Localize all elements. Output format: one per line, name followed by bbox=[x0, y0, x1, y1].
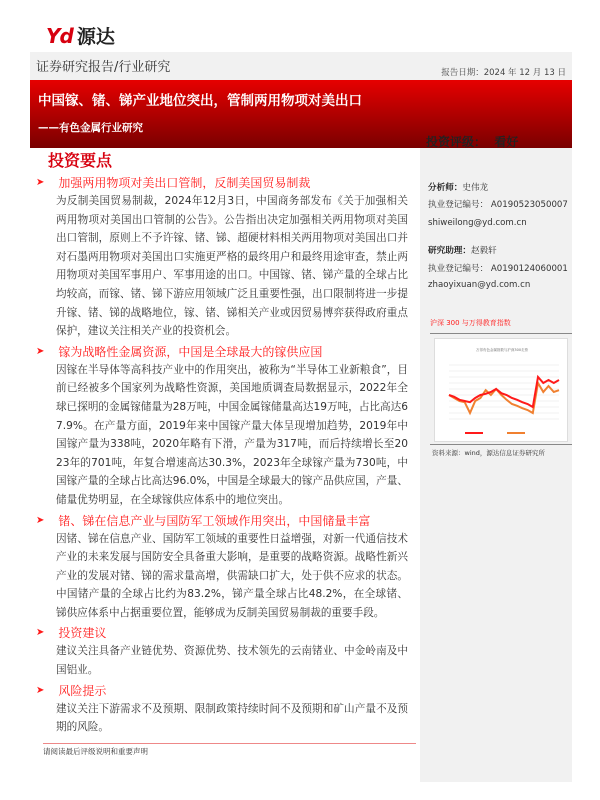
section-body: 建议关注下游需求不及预期、限制政策持续时间不及预期和矿山产量不及预期的风险。 bbox=[56, 702, 408, 734]
series-line-series-2 bbox=[449, 383, 559, 413]
chart-title: 万得有色金属指数与沪深300走势 bbox=[475, 348, 529, 352]
assistant-label: 研究助理： bbox=[428, 246, 471, 256]
report-title: 中国镓、锗、锑产业地位突出，管制两用物项对美出口 bbox=[38, 93, 362, 109]
section-heading-risk bbox=[36, 682, 410, 700]
analyst bbox=[428, 181, 488, 193]
analyst-email[interactable]: shiweilong@yd.com.cn bbox=[428, 218, 527, 228]
arrow-bullet-icon: ➤ bbox=[36, 514, 45, 526]
registration-label: 执业登记编号： bbox=[428, 200, 489, 210]
registration-number: A0190523050007 bbox=[490, 200, 568, 210]
company-logo bbox=[46, 22, 115, 49]
section-heading-germanium-antimony bbox=[36, 512, 410, 530]
chart-source: 资料来源：wind，源达信息证券研究所 bbox=[432, 449, 545, 457]
arrow-bullet-icon: ➤ bbox=[36, 345, 45, 357]
assistant-name: 赵毅轩 bbox=[470, 246, 497, 256]
section-heading-investment-advice bbox=[36, 624, 410, 642]
report-category-band bbox=[30, 52, 572, 80]
report-subtitle: ——有色金属行业研究 bbox=[38, 122, 143, 134]
assistant-email[interactable]: zhaoyixuan@yd.com.cn bbox=[428, 280, 531, 290]
arrow-bullet-icon: ➤ bbox=[36, 177, 45, 188]
section-body: 建议关注具备产业链优势、资源优势、技术领先的云南锗业、中金岭南及中国铝业。 bbox=[56, 645, 408, 677]
rating-value: 看好 bbox=[494, 135, 519, 149]
report-date: 报告日期：2024 年 12 月 13 日 bbox=[441, 68, 566, 78]
investment-rating bbox=[426, 133, 518, 150]
section-body: 因锗、锑在信息产业、国防军工领域的重要性日益增强，对新一代通信技术产业的未来发展与国防安全具备重大影响，是重要的战略资源。战略性新兴产业的发展对锗、锑的需求量高增，供需缺口扩大，处于供不应求的状态。中国锗产量的全球占比约为83.2%，锑产量全球占比48.2%，在全球锗、锑供应体系中占据重要位置，能够成为反制美国贸易制裁的重要手段。 bbox=[56, 532, 408, 619]
analyst-name: 史伟龙 bbox=[462, 183, 489, 193]
section-heading-text: 风险提示 bbox=[58, 683, 107, 698]
arrow-bullet-icon: ➤ bbox=[36, 627, 45, 639]
footer-disclaimer: 请阅读最后评级说明和重要声明 bbox=[43, 746, 148, 756]
section-heading-text: 投资建议 bbox=[58, 626, 107, 641]
chart-caption: 沪深 300 与万得教育指数 bbox=[430, 319, 511, 327]
section-heading-text: 锗、锑在信息产业与国防军工领域作用突出，中国储量丰富 bbox=[58, 513, 371, 528]
arrow-bullet-icon: ➤ bbox=[36, 684, 45, 696]
chart-frame bbox=[430, 333, 572, 445]
section-heading-text: 加强两用物项对美出口管制，反制美国贸易制裁 bbox=[58, 176, 311, 190]
assistant-registration bbox=[428, 262, 568, 274]
section-heading-gallium bbox=[36, 343, 410, 361]
logo-name: 源达 bbox=[76, 26, 115, 48]
section-heading-export-control bbox=[36, 174, 410, 192]
report-category: 证券研究报告/行业研究 bbox=[36, 60, 171, 75]
section-body: 为反制美国贸易制裁，2024年12月3日，中国商务部发布《关于加强相关两用物项对美国出口管制的公告》。公告指出决定加强相关两用物项对美国出口管制，原则上不予许镓、锗、锑、超硬材料相关两用物项对美国出口并对石墨两用物项对美国出口实施更严格的最终用户和最终用途审查，禁止两用物项对美国军事用户、军事用途的出口。中国镓、锗、锑产量的全球占比均较高，而镓、锗、锑下游应用领域广泛且重要性强，出口限制将进一步提升镓、锗、锑的战略地位，镓、锗、锑相关产业或因贸易博弈获得政府重点保护，建议关注相关产业的投资机会。 bbox=[56, 195, 408, 338]
logo-mark: Yd bbox=[46, 23, 73, 48]
registration-label: 执业登记编号： bbox=[428, 264, 489, 274]
section-body: 因镓在半导体等高科技产业中的作用突出，被称为“半导体工业新粮食”，目前已经被多个国家列为战略性资源，美国地质调查局数据显示，2022年全球已探明的金属镓储量为28万吨，中国金属镓储量高达19万吨，占比高达67.9%。在产量方面，2019年来中国镓产量大体呈现增加趋势，2019年中国镓产量为338吨，2020年略有下滑，产量为317吨，而后持续增长至2023年的701吨，年复合增速高达30.3%，2023年全球镓产量为730吨，中国镓产量的全球占比高达96.0%，中国是全球最大的镓产品供应国，产量、储量优势明显，在全球镓供应体系中的地位突出。 bbox=[56, 363, 408, 506]
investment-points-heading: 投资要点 bbox=[48, 151, 113, 170]
rating-label: 投资评级： bbox=[426, 135, 487, 149]
main-column bbox=[36, 150, 410, 757]
registration-number: A0190124060001 bbox=[490, 264, 568, 274]
analyst-label: 分析师： bbox=[428, 183, 463, 193]
analyst-registration bbox=[428, 198, 568, 210]
chart-area bbox=[434, 338, 568, 442]
index-line-chart bbox=[435, 339, 569, 443]
section-heading-text: 镓为战略性金属资源，中国是全球最大的镓供应国 bbox=[58, 344, 323, 359]
assistant bbox=[428, 244, 497, 256]
footer bbox=[43, 743, 416, 757]
